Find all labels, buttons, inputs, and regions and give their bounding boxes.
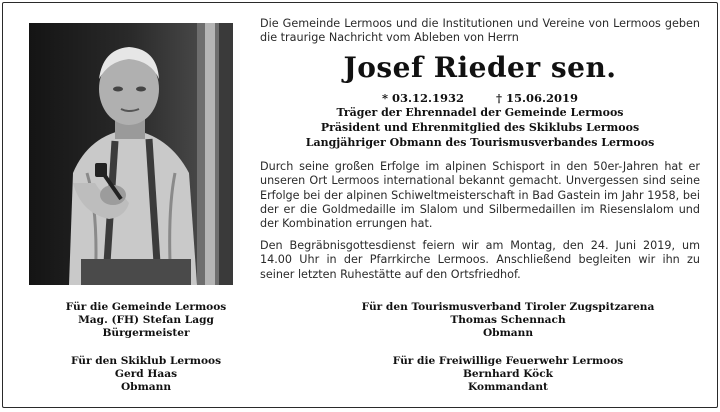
- signature-tourism: [333, 301, 683, 340]
- intro-text: Die Gemeinde Lermoos und die Institutionen und Vereine von Lermoos geben die traurige Nachricht vom Ableben von Herrn: [260, 17, 700, 45]
- signature-role: Obmann: [482, 327, 534, 339]
- obituary-notice: [2, 2, 718, 408]
- honor-item: Präsident und Ehrenmitglied des Skiklubs Lermoos: [320, 121, 640, 134]
- life-dates: [260, 91, 700, 106]
- signature-municipality: [41, 301, 251, 340]
- honor-item: Langjähriger Obmann des Tourismusverbandes Lermoos: [305, 135, 655, 149]
- funeral-paragraph: Den Begräbnisgottesdienst feiern wir am Montag, den 24. Juni 2019, um 14.00 Uhr in der Pfarrkirche Lermoos. Anschließend begleiten wir ihn zu seiner letzten Ruhestätte auf den Ortsfriedhof.: [260, 239, 700, 281]
- signature-role: Obmann: [120, 381, 172, 393]
- birth-date: * 03.12.1932: [381, 91, 464, 106]
- portrait-illustration: [29, 23, 233, 285]
- signature-role: Kommandant: [468, 381, 548, 393]
- signature-org: Für den Skiklub Lermoos: [70, 355, 222, 367]
- notice-text: [260, 17, 700, 282]
- honors-list: [260, 106, 700, 150]
- portrait-photo: [29, 23, 233, 285]
- signature-org: Für die Freiwillige Feuerwehr Lermoos: [392, 355, 624, 367]
- death-date: † 15.06.2019: [496, 91, 579, 106]
- honor-item: Träger der Ehrennadel der Gemeinde Lermoos: [336, 106, 624, 120]
- signature-org: Für den Tourismusverband Tiroler Zugspitzarena: [361, 301, 655, 313]
- signature-person: Gerd Haas: [114, 368, 178, 380]
- signature-role: Bürgermeister: [102, 327, 190, 339]
- signature-person: Bernhard Köck: [462, 368, 554, 380]
- career-paragraph: Durch seine großen Erfolge im alpinen Schisport in den 50er-Jahren hat er unseren Ort Lermoos international bekannt gemacht. Unvergessen sind seine Erfolge bei der alpinen Schiweltmeisterschaft in Bad Gastein im Jahr 1958, bei der er die Goldmedaille im Slalom und Silbermedaillen im Riesenslalom und der Kombination errungen hat.: [260, 160, 700, 230]
- signature-person: Mag. (FH) Stefan Lagg: [78, 314, 214, 326]
- signature-person: Thomas Schennach: [450, 314, 566, 326]
- signature-org: Für die Gemeinde Lermoos: [65, 301, 227, 313]
- deceased-name: Josef Rieder sen.: [343, 51, 617, 85]
- signature-firebrigade: [333, 355, 683, 394]
- signature-skiclub: [41, 355, 251, 394]
